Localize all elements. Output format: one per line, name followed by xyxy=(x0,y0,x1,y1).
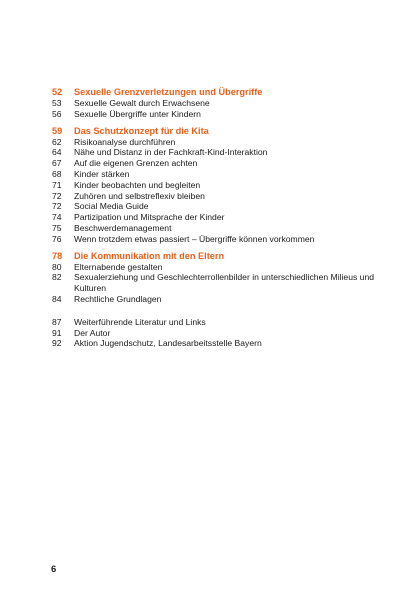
toc-entry[interactable] xyxy=(52,191,392,202)
toc-section-heading[interactable] xyxy=(52,87,392,98)
toc-entry[interactable] xyxy=(52,234,392,245)
toc-entry[interactable] xyxy=(52,294,392,305)
toc-page-number: 64 xyxy=(52,147,62,158)
toc-section-heading[interactable] xyxy=(52,126,392,137)
toc-entry-title: Der Autor xyxy=(74,327,111,338)
toc-entry-title: Risikoanalyse durchführen xyxy=(74,136,176,147)
toc-entry[interactable] xyxy=(52,223,392,234)
toc-entry-title: Kinder beobachten und begleiten xyxy=(74,179,201,190)
toc-entry-title: Weiterführende Literatur und Links xyxy=(74,316,206,327)
toc-entry-title: Partizipation und Mitsprache der Kinder xyxy=(74,212,225,223)
toc-section-title: Das Schutzkonzept für die Kita xyxy=(74,125,209,136)
toc-page-number: 74 xyxy=(52,212,62,223)
toc-entry[interactable] xyxy=(52,317,392,328)
toc-page-number: 92 xyxy=(52,338,62,349)
toc-page-number: 75 xyxy=(52,222,62,233)
toc-entry-title: Sexualerziehung und Geschlechterrollenbilder in unterschiedlichen Milieus und Kulturen xyxy=(74,272,375,294)
toc-entry[interactable] xyxy=(52,328,392,339)
toc-entry-title: Social Media Guide xyxy=(74,201,149,212)
toc-page-number: 68 xyxy=(52,168,62,179)
toc-entry-title: Elternabende gestalten xyxy=(74,261,163,272)
toc-entry[interactable] xyxy=(52,338,392,349)
toc-page-number: 78 xyxy=(52,250,63,261)
toc-page-number: 87 xyxy=(52,316,62,327)
toc-entry-title: Sexuelle Übergriffe unter Kindern xyxy=(74,108,201,119)
toc-entry[interactable] xyxy=(52,212,392,223)
toc-entry-title: Wenn trotzdem etwas passiert – Übergriffe können vorkommen xyxy=(74,233,315,244)
toc-entry-title: Beschwerdemanagement xyxy=(74,222,172,233)
toc-page-number: 52 xyxy=(52,87,63,97)
toc-page-number: 67 xyxy=(52,158,62,169)
toc-entry[interactable] xyxy=(52,272,392,294)
toc-page-number: 80 xyxy=(52,261,62,272)
toc-page-number: 53 xyxy=(52,98,62,108)
toc-entry[interactable] xyxy=(52,109,392,120)
toc-page-number: 84 xyxy=(52,293,62,304)
toc-entry-title: Kinder stärken xyxy=(74,168,130,179)
toc-entry-title: Auf die eigenen Grenzen achten xyxy=(74,158,198,169)
table-of-contents xyxy=(52,87,392,349)
toc-section-heading[interactable] xyxy=(52,251,392,262)
toc-page-number: 62 xyxy=(52,136,62,147)
toc-section-title: Sexuelle Grenzverletzungen und Übergriffe xyxy=(74,87,263,97)
toc-section-title: Die Kommunikation mit den Eltern xyxy=(74,250,225,261)
toc-page-number: 76 xyxy=(52,233,62,244)
toc-entry-title: Nähe und Distanz in der Fachkraft-Kind-Interaktion xyxy=(74,147,268,158)
toc-entry[interactable] xyxy=(52,262,392,273)
toc-page-number: 82 xyxy=(52,272,62,283)
toc-page-number: 59 xyxy=(52,125,63,136)
toc-entry-title: Sexuelle Gewalt durch Erwachsene xyxy=(74,98,210,108)
toc-entry[interactable] xyxy=(52,147,392,158)
toc-entry-title: Zuhören und selbstreflexiv bleiben xyxy=(74,190,205,201)
toc-page-number: 91 xyxy=(52,327,62,338)
toc-page-number: 72 xyxy=(52,190,62,201)
toc-page-number: 72 xyxy=(52,201,62,212)
toc-entry-title: Aktion Jugendschutz, Landesarbeitsstelle Bayern xyxy=(74,338,262,349)
toc-entry[interactable] xyxy=(52,201,392,212)
toc-entry[interactable] xyxy=(52,158,392,169)
toc-entry[interactable] xyxy=(52,169,392,180)
toc-entry[interactable] xyxy=(52,98,392,109)
toc-page-number: 71 xyxy=(52,179,62,190)
toc-entry[interactable] xyxy=(52,137,392,148)
toc-entry[interactable] xyxy=(52,180,392,191)
toc-entry-title: Rechtliche Grundlagen xyxy=(74,293,162,304)
page-number: 6 xyxy=(51,564,57,575)
toc-page-number: 56 xyxy=(52,108,62,119)
